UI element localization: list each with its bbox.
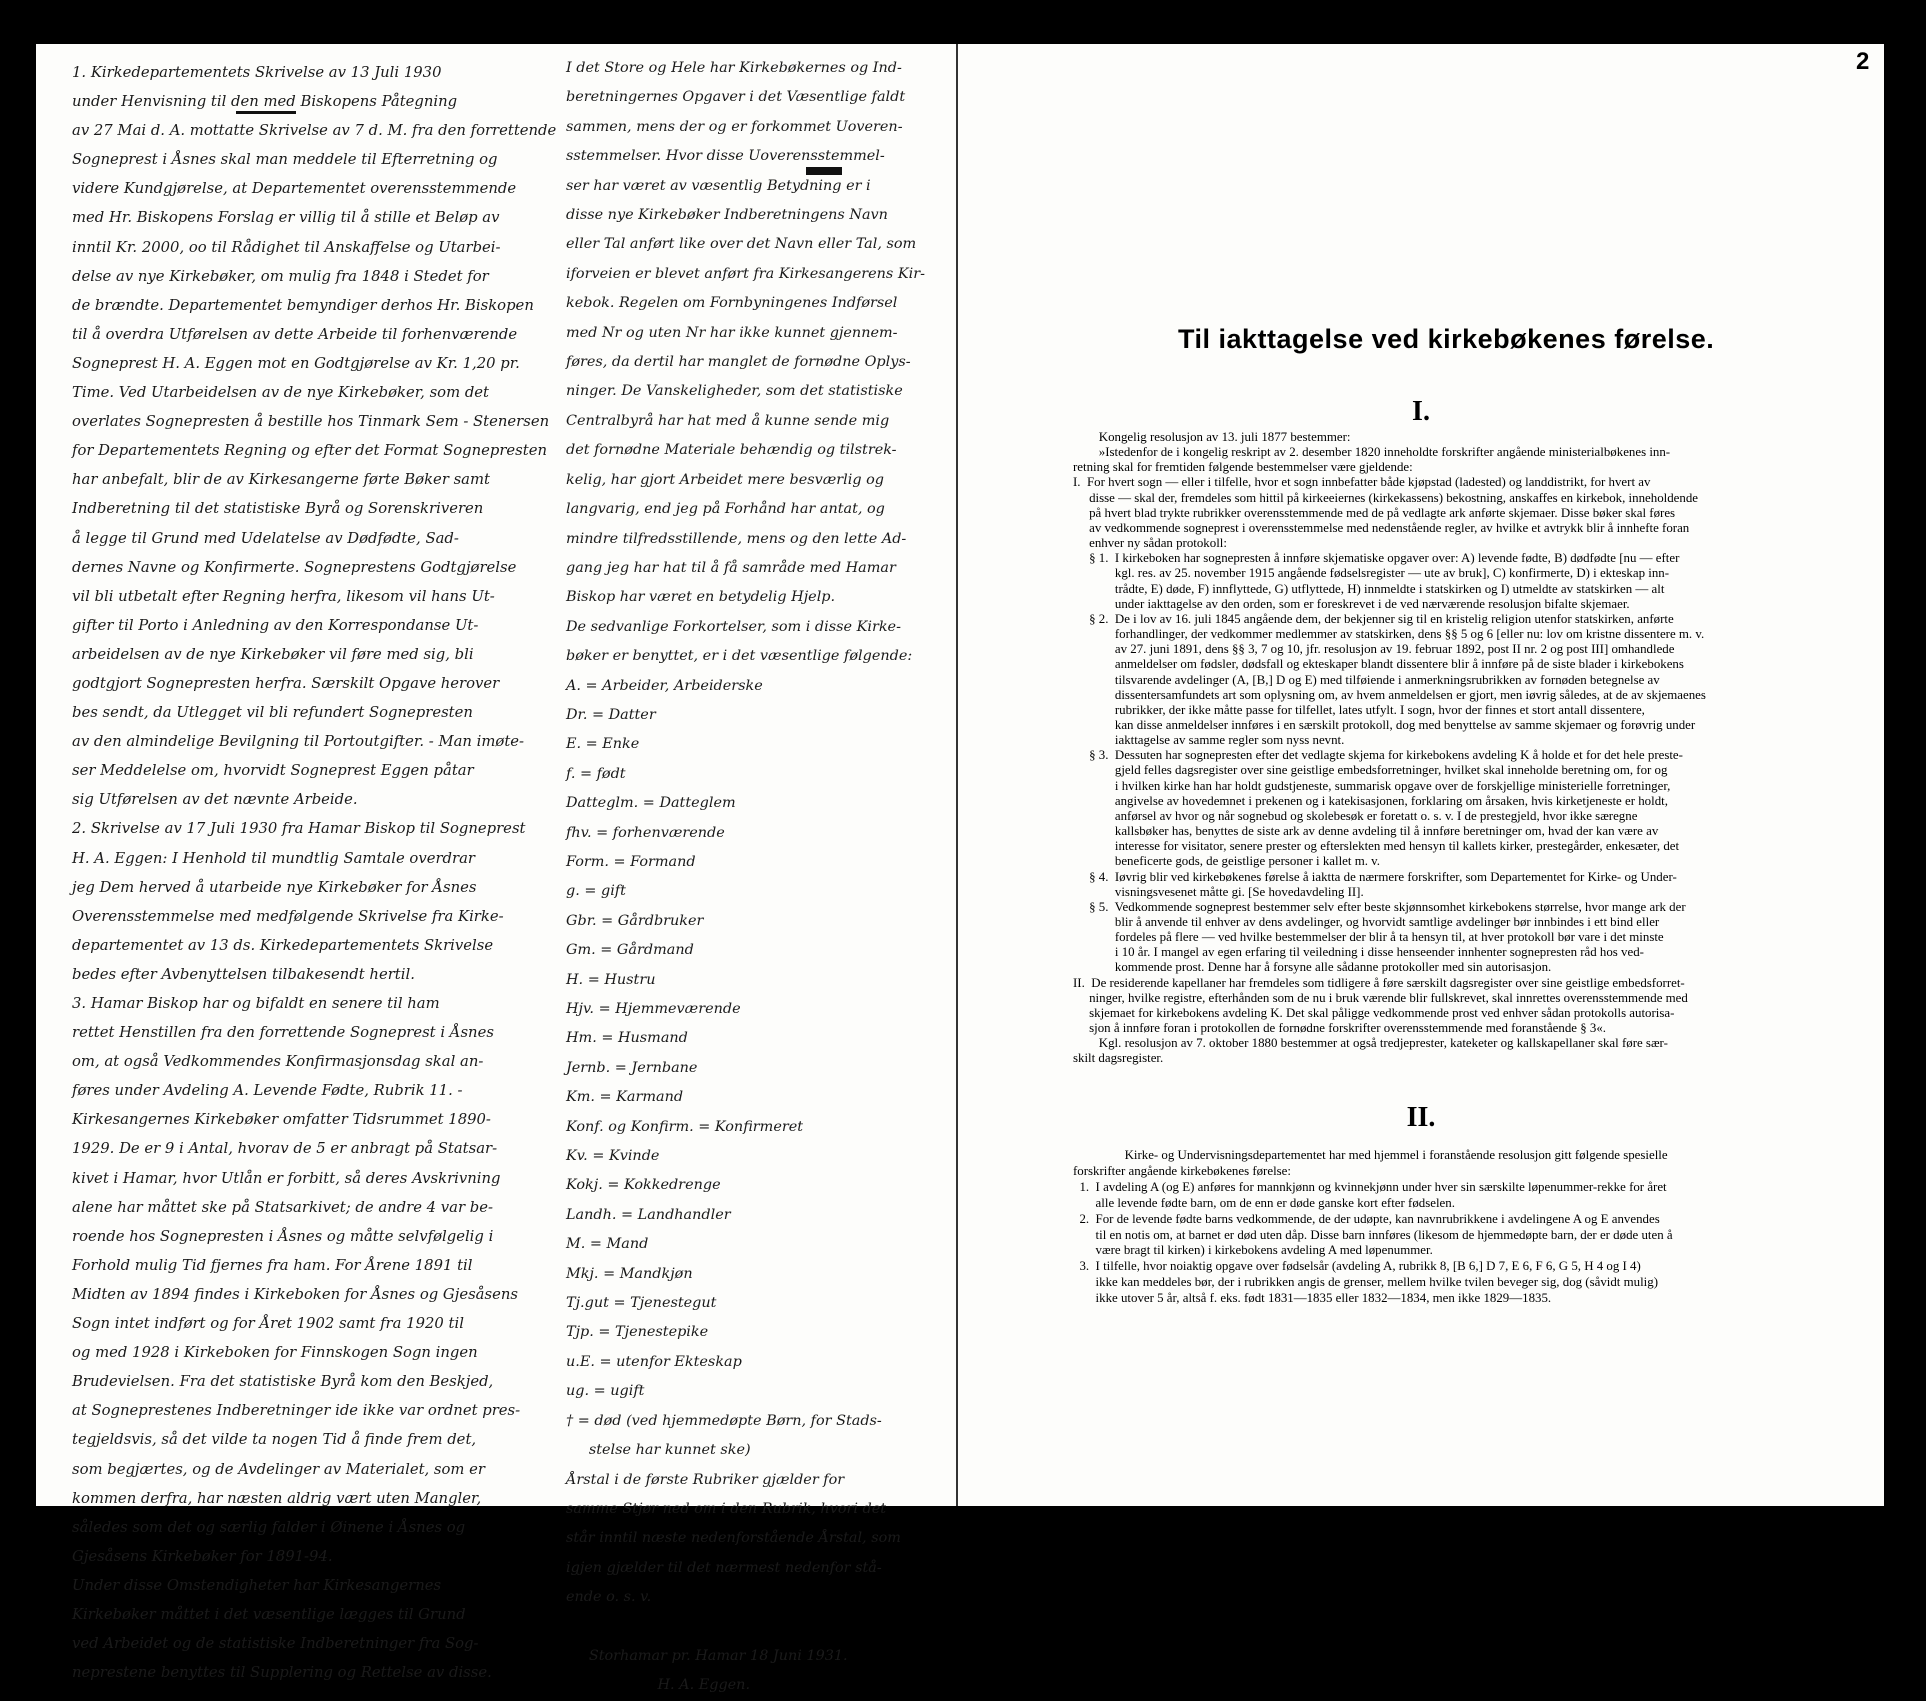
text-line: under Henvisning til den med Biskopens Påtegning (72, 93, 458, 111)
text-line: Tjp. = Tjenestepike (566, 1324, 709, 1341)
text-line: ikke utover 5 år, altså f. eks. født 1831—1835 eller 1832—1834, men ikke 1829—1835. (1073, 1291, 1552, 1306)
section-1-heading: I. (1412, 396, 1430, 427)
text-line: Forhold mulig Tid fjernes fra ham. For Årene 1891 til (72, 1256, 473, 1274)
text-line: således som det og særlig falder i Øinene i Åsnes og (72, 1518, 466, 1536)
ink-blot (806, 167, 842, 175)
text-line: mindre tilfredsstillende, mens og den lette Ad- (566, 530, 907, 547)
text-line: kommen derfra, har næsten aldrig vært uten Mangler, (72, 1489, 482, 1507)
text-line: samme Stjør ned om i den Rubrik, hvori det (566, 1500, 887, 1517)
text-line: 1. Kirkedepartementets Skrivelse av 13 Juli 1930 (72, 64, 442, 81)
text-line: sig Utførelsen av det nævnte Arbeide. (72, 791, 358, 809)
text-line: departementet av 13 ds. Kirkedepartementets Skrivelse (72, 936, 494, 954)
text-line: § 3. Dessuten har sognepresten efter det vedlagte skjema for kirkebokens avdeling K å holde et for det hele preste- (1073, 748, 1683, 763)
text-line: Kirkebøker måttet i det væsentlige lægges til Grund (72, 1605, 466, 1623)
text-line: Under disse Omstendigheter har Kirkesangernes (72, 1576, 442, 1594)
text-line: med Hr. Biskopens Forslag er villig til å stille et Beløp av (72, 209, 500, 227)
text-line: rubrikker, der ikke måtte passe for tilfellet, lates utfylt. I sogn, hvor der finnes et stort antall dissentere, (1073, 702, 1645, 717)
text-line: på hvert blad trykte rubrikker overensstemmende med de på vedlagte ark anførte skjemaer. Disse bøker skal føres (1073, 505, 1676, 520)
text-line: I det Store og Hele har Kirkebøkernes og Ind- (566, 60, 902, 76)
text-line: retning skal for fremtiden følgende bestemmelser være gjeldende: (1073, 460, 1413, 475)
text-line: gang jeg har hat til å få samråde med Hamar (566, 559, 896, 576)
text-line: av 27. juni 1891, dens §§ 3, 7 og 10, jfr. resolusjon av 19. februar 1892, post II nr. 2 og post III] omhandlede (1073, 642, 1675, 657)
text-line: kebok. Regelen om Fornbyningenes Indførsel (566, 295, 898, 312)
text-line: av 27 Mai d. A. mottatte Skrivelse av 7 d. M. fra den forrettende (72, 122, 557, 140)
text-line: under iakttagelse av den orden, som er foreskrevet i de ved nærværende resolusjon bifalte skjemaer. (1073, 596, 1630, 611)
text-line: til å overdra Utførelsen av dette Arbeide til forhenværende (72, 325, 518, 343)
text-line: til en notis om, at barnet er død uten dåp. Disse barn innføres (likesom de hjemmedøpte barn, der er døde uten å (1073, 1227, 1673, 1242)
text-line: dernes Navne og Konfirmerte. Sogneprestens Godtgjørelse (72, 558, 517, 576)
text-line: beneficerte gods, de geistlige personer i kallet m. v. (1073, 854, 1381, 869)
text-line: Jernb. = Jernbane (566, 1059, 698, 1076)
text-line: Biskop har været en betydelig Hjelp. (566, 589, 836, 606)
text-line: § 1. I kirkeboken har sognepresten å innføre skjematiske opgaver over: A) levende fødte, B) dødfødte [nu — efter (1073, 551, 1680, 566)
text-line: jeg Dem herved å utarbeide nye Kirkebøker for Åsnes (72, 878, 477, 896)
text-line: H. A. Eggen. (566, 1677, 751, 1694)
text-line: iakttagelse av samme regler som nyss nevnt. (1073, 733, 1345, 748)
page-number: 2 (1856, 48, 1870, 75)
text-line: 1. I avdeling A (og E) anføres for mannkjønn og kvinnekjønn under hver sin særskilte løpenummer-rekke for året (1073, 1179, 1667, 1194)
text-line: alene har måttet ske på Statsarkivet; de andre 4 var be- (72, 1198, 493, 1216)
text-line: Kirkesangernes Kirkebøker omfatter Tidsrummet 1890- (72, 1111, 491, 1129)
text-line: Kokj. = Kokkedrenge (566, 1177, 721, 1194)
section-1-text (1073, 430, 1706, 1067)
text-line: med Nr og uten Nr har ikke kunnet gjennem- (566, 324, 898, 341)
text-line: ikke kan meddeles bør, der i rubrikken angis de grenser, mellem hvilke tvilen beveger sig, dog (såvidt mulig) (1073, 1275, 1658, 1290)
text-line: fordeles på flere — ved hvilke bestemmelser der blir å ta hensyn til, at hver protokoll bør vare i det minste (1073, 930, 1664, 945)
text-line: har anbefalt, blir de av Kirkesangerne førte Bøker samt (72, 471, 490, 489)
text-line: og med 1928 i Kirkeboken for Finnskogen Sogn ingen (72, 1344, 478, 1362)
text-line: Indberetning til det statistiske Byrå og Sorenskriveren (72, 500, 484, 518)
text-line: delse av nye Kirkebøker, om mulig fra 1848 i Stedet for (72, 267, 489, 285)
text-line: arbeidelsen av de nye Kirkebøker vil føre med sig, bli (72, 645, 474, 663)
text-line: føres, da dertil har manglet de fornødne Oplys- (566, 354, 911, 371)
crossed-out-word (236, 111, 296, 114)
text-line: kan disse anmeldelser innføres i en særskilt protokoll, dog med benyttelse av samme skjemaer og forøvrig under (1073, 717, 1696, 732)
text-line: ninger, hvilke registre, efterhånden som de nu i bruk værende blir fullskrevet, skal innrettes overensstemmende med (1073, 990, 1688, 1005)
text-line: Mkj. = Mandkjøn (566, 1265, 693, 1282)
text-line: kivet i Hamar, hvor Utlån er forbitt, så deres Avskrivning (72, 1169, 501, 1187)
text-line: vil bli utbetalt efter Regning herfra, likesom vil hans Ut- (72, 587, 495, 605)
text-line: angivelse av hovedemnet i prekenen og i katekisasjonen, forklaring om årsaken, hvis kirketjeneste er holdt, (1073, 793, 1668, 808)
text-line: kgl. res. av 25. november 1915 angående fødselsregister — ute av bruk], C) konfirmerte, D) i ekteskap inn- (1073, 566, 1670, 581)
text-line: skilt dagsregister. (1073, 1051, 1164, 1066)
text-line: visningsvesenet måtte gi. [Se hovedavdeling II]. (1073, 884, 1364, 899)
text-line: at Sogneprestenes Indberetninger ide ikke var ordnet pres- (72, 1402, 521, 1420)
text-line: kommende prost. Denne har å forsyne alle sådanne protokoller med sin autorisasjon. (1073, 960, 1552, 975)
text-line: for Departementets Regning og efter det Format Sognepresten (72, 442, 548, 460)
text-line: Storhamar pr. Hamar 18 Juni 1931. (566, 1647, 848, 1664)
text-line: ser har været av væsentlig Betydning er i (566, 177, 871, 194)
text-line: enhver ny sådan protokoll: (1073, 536, 1227, 551)
text-line: Time. Ved Utarbeidelsen av de nye Kirkebøker, som det (72, 384, 489, 402)
text-line: Årstal i de første Rubriker gjælder for (566, 1471, 845, 1488)
text-line: disse nye Kirkebøker Indberetningens Navn (566, 207, 888, 224)
text-line: beretningernes Opgaver i det Væsentlige faldt (566, 89, 906, 106)
text-line: M. = Mand (566, 1236, 649, 1253)
text-line: Hm. = Husmand (566, 1030, 688, 1047)
text-line: 3. Hamar Biskop har og bifaldt en senere til ham (72, 995, 440, 1012)
text-line: igjen gjælder til det nærmest nedenfor stå- (566, 1559, 882, 1576)
text-line: Centralbyrå har hat med å kunne sende mig (566, 412, 890, 429)
text-line: Dr. = Datter (566, 706, 656, 723)
text-line: av den almindelige Bevilgning til Portoutgifter. - Man imøte- (72, 733, 525, 751)
text-line: av vedkommende sogneprest i overensstemmelse med nedenstående regler, av hvilke et avtrykk blir å innhefte foran (1073, 520, 1690, 535)
text-line: Kgl. resolusjon av 7. oktober 1880 bestemmer at også tredjeprester, kateketer og kallskapellaner skal føre sær- (1073, 1036, 1668, 1051)
text-line: rettet Henstillen fra den forrettende Sogneprest i Åsnes (72, 1024, 494, 1042)
text-line: forskrifter angående kirkebøkenes førelse: (1073, 1163, 1291, 1178)
text-line: anmeldelser om fødsler, dødsfall og ekteskaper blandt dissentere blir å innføre på de siste blader i kirkebokens (1073, 657, 1684, 672)
text-line: ser Meddelelse om, hvorvidt Sogneprest Eggen påtar (72, 762, 474, 780)
text-line: å legge til Grund med Udelatelse av Dødfødte, Sad- (72, 529, 459, 547)
text-line: gjeld felles dagsregister over sine geistlige embedsforretninger, hvilket skal inneholde beretning om, for og (1073, 763, 1668, 778)
text-line: Landh. = Landhandler (566, 1206, 731, 1223)
text-line: Gm. = Gårdmand (566, 942, 694, 959)
text-line: Kongelig resolusjon av 13. juli 1877 bestemmer: (1073, 430, 1351, 444)
handwritten-column-2 (566, 54, 925, 1701)
text-line: alle levende fødte barn, om de enn er døde ganske kort efter fødselen. (1073, 1195, 1455, 1210)
print-title: Til iakttagelse ved kirkebøkenes førelse. (1178, 324, 1715, 354)
text-line: Konf. og Konfirm. = Konfirmeret (566, 1118, 804, 1135)
text-line: ninger. De Vanskeligheder, som det statistiske (566, 383, 903, 400)
text-line: II. De residerende kapellaner har fremdeles som tidligere å føre særskilt dagsregister over sine geistlige embedsforret- (1073, 975, 1685, 990)
text-line: være bragt til kirken) i kirkebokens avdeling A med løpenummer. (1073, 1243, 1433, 1258)
text-line: Datteglm. = Datteglem (566, 795, 736, 812)
text-line: de brændte. Departementet bemyndiger derhos Hr. Biskopen (72, 296, 534, 314)
text-line: trådte, E) døde, F) innflyttede, G) utflyttede, H) innmeldte i statskirken og I) utmeldte av statskirken — alt (1073, 581, 1665, 596)
text-line: i 10 år. I mangel av egen erfaring til veiledning i disse henseender innhenter sognepresten råd hos ved- (1073, 945, 1644, 960)
text-line: § 2. De i lov av 16. juli 1845 angående dem, der bekjenner sig til en kristelig religion utenfor statskirken, anførte (1073, 611, 1674, 626)
text-line: Kirke- og Undervisningsdepartementet har med hjemmel i foranstående resolusjon gitt følgende spesielle (1073, 1148, 1668, 1162)
text-line: † = død (ved hjemmedøpte Børn, for Stads- (566, 1412, 882, 1429)
left-page (36, 44, 958, 1694)
text-line: anførsel av hvor og når sognebud og skolebesøk er foretatt o. s. v. I de prestegjeld, hvor ikke særegne (1073, 808, 1638, 823)
text-line: 2. Skrivelse av 17 Juli 1930 fra Hamar Biskop til Sogneprest (72, 820, 526, 838)
text-line: I. For hvert sogn — eller i tilfelle, hvor et sogn innbefatter både kjøpstad (ladested) og landdistrikt, for hvert av (1073, 475, 1651, 490)
text-line: Form. = Formand (566, 853, 696, 870)
text-line: f. = født (566, 765, 626, 782)
text-line: A. = Arbeider, Arbeiderske (566, 677, 763, 694)
text-line: Kv. = Kvinde (566, 1148, 660, 1165)
text-line: i hvilken kirke han har holdt gudstjeneste, summarisk opgave over de forskjellige ministerielle forretninger, (1073, 778, 1671, 793)
text-line: ende o. s. v. (566, 1589, 652, 1606)
text-line: tilsvarende avdelinger (A, [B,] D og E) med tilføiende i anmerkningsrubrikken av fornøden betegnelse av (1073, 672, 1660, 687)
text-line: gifter til Porto i Anledning av den Korrespondanse Ut- (72, 616, 479, 634)
text-line: E. = Enke (566, 736, 640, 753)
text-line: føres under Avdeling A. Levende Fødte, Rubrik 11. - (72, 1082, 463, 1100)
text-line: Hjv. = Hjemmeværende (566, 1001, 741, 1017)
text-line: dissentersamfundets art som oplysning om, av hvem anmeldelsen er gjort, men iøvrig således, at de av skjemaenes (1073, 687, 1706, 702)
text-line: inntil Kr. 2000, oo til Rådighet til Anskaffelse og Utarbei- (72, 238, 501, 256)
text-line: H. A. Eggen: I Henhold til mundtlig Samtale overdrar (72, 849, 475, 867)
text-line: står inntil næste nedenforstående Årstal, som (566, 1530, 901, 1547)
text-line: overlates Sognepresten å bestille hos Tinmark Sem - Stenersen (72, 413, 550, 431)
text-line: langvarig, end jeg på Forhånd har antat, og (566, 501, 885, 518)
text-line: Overensstemmelse med medfølgende Skrivelse fra Kirke- (72, 907, 504, 925)
text-line: bøker er benyttet, er i det væsentlige følgende: (566, 648, 913, 665)
text-line: fhv. = forhenværende (566, 824, 725, 841)
text-line: disse — skal der, fremdeles som hittil på kirkeeiernes (kirkekassens) bekostning, anskaffes en kirkebok, inneholdende (1073, 490, 1698, 505)
handwritten-column-1 (72, 58, 556, 1687)
text-line: neprestene benyttes til Supplering og Rettelse av disse. (72, 1664, 492, 1682)
text-line: 3. I tilfelle, hvor noiaktig opgave over fødselsår (avdeling A, rubrikk 8, [B 6,] D 7, E 6, F 6, G 5, H 4 og I 4) (1073, 1259, 1641, 1274)
text-line: Km. = Karmand (566, 1089, 684, 1106)
text-line: Sogneprest i Åsnes skal man meddele til Efterretning og (72, 151, 498, 169)
text-line: blir å anvende til enhver av dens avdelinger, og hvorvidt samtlige avdelinger bør innbindes i ett bind eller (1073, 915, 1660, 929)
text-line: som begjærtes, og de Avdelinger av Materialet, som er (72, 1460, 485, 1478)
text-line: det fornødne Materiale behændig og tilstrek- (566, 442, 897, 459)
section-2-text (1073, 1148, 1673, 1307)
text-line: Tj.gut = Tjenestegut (566, 1295, 717, 1312)
text-line: interesse for visitator, senere prester og efterslekten med hensyn til kallets kirker, prestegårder, enkesæter, det (1073, 839, 1680, 854)
text-line: eller Tal anført like over det Navn eller Tal, som (566, 236, 917, 253)
text-line: iforveien er blevet anført fra Kirkesangerens Kir- (566, 265, 925, 282)
text-line: om, at også Vedkommendes Konfirmasjonsdag skal an- (72, 1053, 484, 1071)
text-line: Sogn intet indført og for Året 1902 samt fra 1920 til (72, 1315, 464, 1333)
text-line: § 5. Vedkommende sogneprest bestemmer selv efter beste skjønnsomhet kirkebokens størrelse, hvor mange ark der (1073, 899, 1686, 914)
text-line: kallsbøker has, benyttes de siste ark av denne avdeling til å innføre beretninger om, hvad der kan være av (1073, 824, 1659, 839)
text-line: Gjesåsens Kirkebøker for 1891-94. (72, 1547, 333, 1565)
section-2-heading: II. (1406, 1102, 1436, 1133)
text-line: Gbr. = Gårdbruker (566, 912, 704, 929)
text-line: Sogneprest H. A. Eggen mot en Godtgjørelse av Kr. 1,20 pr. (72, 354, 520, 372)
text-line: H. = Hustru (566, 971, 656, 988)
text-line: sjon å innføre foran i protokollen de fornødne forskrifter overensstemmende med foranstående § 3«. (1073, 1021, 1607, 1036)
text-line: 2. For de levende fødte barns vedkommende, de der udøpte, kan navnrubrikkene i avdelingene A og E anvendes (1073, 1211, 1660, 1226)
text-line: De sedvanlige Forkortelser, som i disse Kirke- (566, 618, 901, 635)
text-line: roende hos Sognepresten i Åsnes og måtte selvfølgelig i (72, 1227, 494, 1245)
text-line: ved Arbeidet og de statistiske Indberetninger fra Sog- (72, 1635, 479, 1653)
text-line: sstemmelser. Hvor disse Uoverensstemmel- (566, 148, 885, 165)
text-line: 1929. De er 9 i Antal, hvorav de 5 er anbragt på Statsar- (72, 1140, 498, 1158)
text-line: tegjeldsvis, så det vilde ta nogen Tid å finde frem det, (72, 1431, 477, 1449)
text-line: § 4. Iøvrig blir ved kirkebøkenes førelse å iaktta de nærmere forskrifter, som Departementet for Kirke- og Under- (1073, 869, 1677, 884)
text-line: godtgjort Sognepresten herfra. Særskilt Opgave herover (72, 674, 500, 692)
text-line: kelig, har gjort Arbeidet mere besværlig og (566, 471, 885, 488)
right-page (958, 44, 1884, 1506)
text-line: ug. = ugift (566, 1383, 645, 1400)
text-line: g. = gift (566, 883, 626, 900)
text-line: skjemaet for kirkebokens avdeling K. Det skal påligge vedkommende prost ved enhver sådan protokolls autorisa- (1073, 1005, 1675, 1020)
text-line: »Istedenfor de i kongelig reskript av 2. desember 1820 inneholdte forskrifter angående ministerialbøkenes inn- (1073, 445, 1671, 460)
text-line: forhandlinger, der vedkommer medlemmer av statskirken, dens §§ 5 og 6 [eller nu: lov om kristne dissentere m. v. (1073, 627, 1705, 642)
text-line: Brudevielsen. Fra det statistiske Byrå kom den Beskjed, (72, 1373, 494, 1391)
text-line: Midten av 1894 findes i Kirkeboken for Åsnes og Gjesåsens (72, 1285, 518, 1303)
text-line: u.E. = utenfor Ekteskap (566, 1353, 742, 1370)
text-line: stelse har kunnet ske) (566, 1442, 751, 1459)
text-line: videre Kundgjørelse, at Departementet overensstemmende (72, 180, 517, 198)
text-line: bedes efter Avbenyttelsen tilbakesendt hertil. (72, 965, 415, 983)
text-line: bes sendt, da Utlegget vil bli refundert Sognepresten (72, 704, 473, 722)
text-line: sammen, mens der og er forkommet Uoveren- (566, 118, 903, 135)
